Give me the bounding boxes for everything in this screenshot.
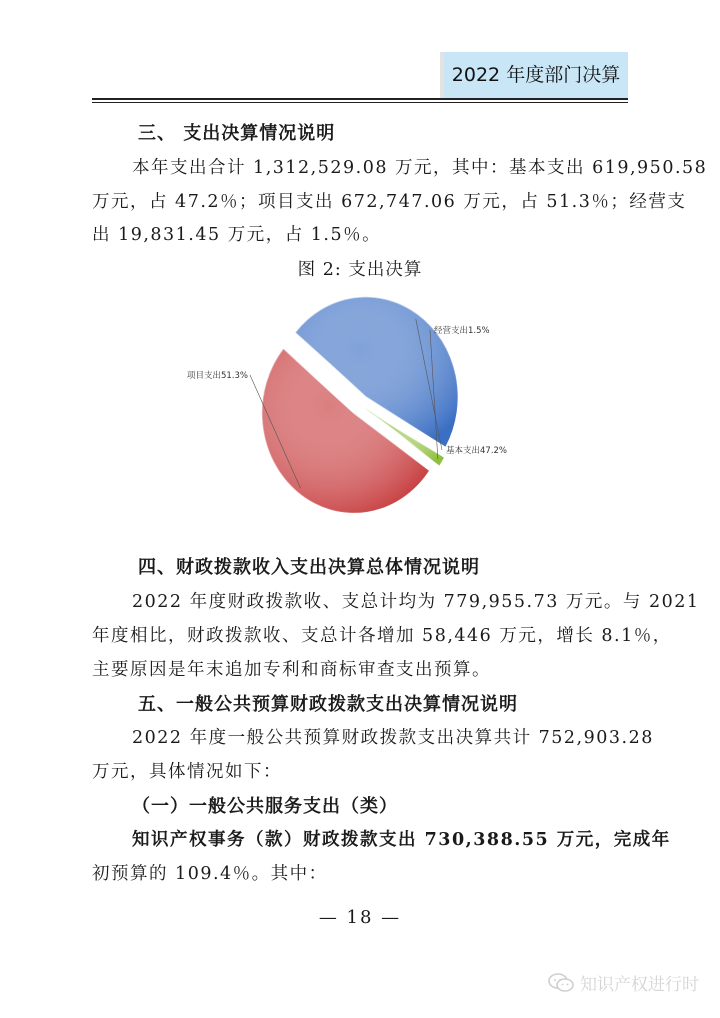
- wechat-icon: [548, 973, 574, 993]
- section5-heading: 五、一般公共预算财政拨款支出决算情况说明: [138, 694, 518, 715]
- section4-line-1: 2022 年度财政拨款收、支总计均为 779,955.73 万元。与 2021: [132, 592, 700, 612]
- watermark: [548, 970, 699, 995]
- section3-heading: 三、 支出决算情况说明: [138, 123, 336, 144]
- page-number: — 18 —: [318, 907, 402, 928]
- pie-label-2: 经营支出1.5%: [434, 326, 490, 336]
- section3-line-2: 万元，占 47.2％；项目支出 672,747.06 万元，占 51.3％；经营支: [92, 192, 687, 212]
- section5-sub-line-1: 知识产权事务（款）财政拨款支出 730,388.55 万元，完成年: [132, 830, 671, 850]
- section3-line-1: 本年支出合计 1,312,529.08 万元，其中：基本支出 619,950.58: [132, 158, 708, 178]
- expenditure-pie-chart: [160, 290, 560, 520]
- pie-label-1: 项目支出51.3%: [186, 371, 248, 381]
- section5-sub-line-2: 初预算的 109.4％。其中：: [92, 864, 328, 884]
- watermark-text: 知识产权进行时: [580, 975, 699, 995]
- section4-line-3: 主要原因是年末追加专利和商标审查支出预算。: [92, 660, 491, 680]
- section4-heading: 四、财政拨款收入支出决算总体情况说明: [138, 557, 480, 578]
- section5-line-2: 万元，具体情况如下：: [92, 762, 282, 782]
- section3-line-3: 出 19,831.45 万元，占 1.5％。: [92, 225, 382, 245]
- section5-line-1: 2022 年度一般公共预算财政拨款支出决算共计 752,903.28: [132, 728, 654, 748]
- header-rule-thin: [92, 102, 628, 103]
- figure-caption: 图 2: 支出决算: [297, 260, 423, 280]
- pie-label-0: 基本支出47.2%: [446, 446, 508, 456]
- header-rule: [92, 98, 628, 100]
- header-title-badge: 2022 年度部门决算: [440, 52, 628, 98]
- section5-sub-heading: （一）一般公共服务支出（类）: [132, 796, 398, 817]
- section4-line-2: 年度相比，财政拨款收、支总计各增加 58,446 万元，增长 8.1％，: [92, 626, 672, 646]
